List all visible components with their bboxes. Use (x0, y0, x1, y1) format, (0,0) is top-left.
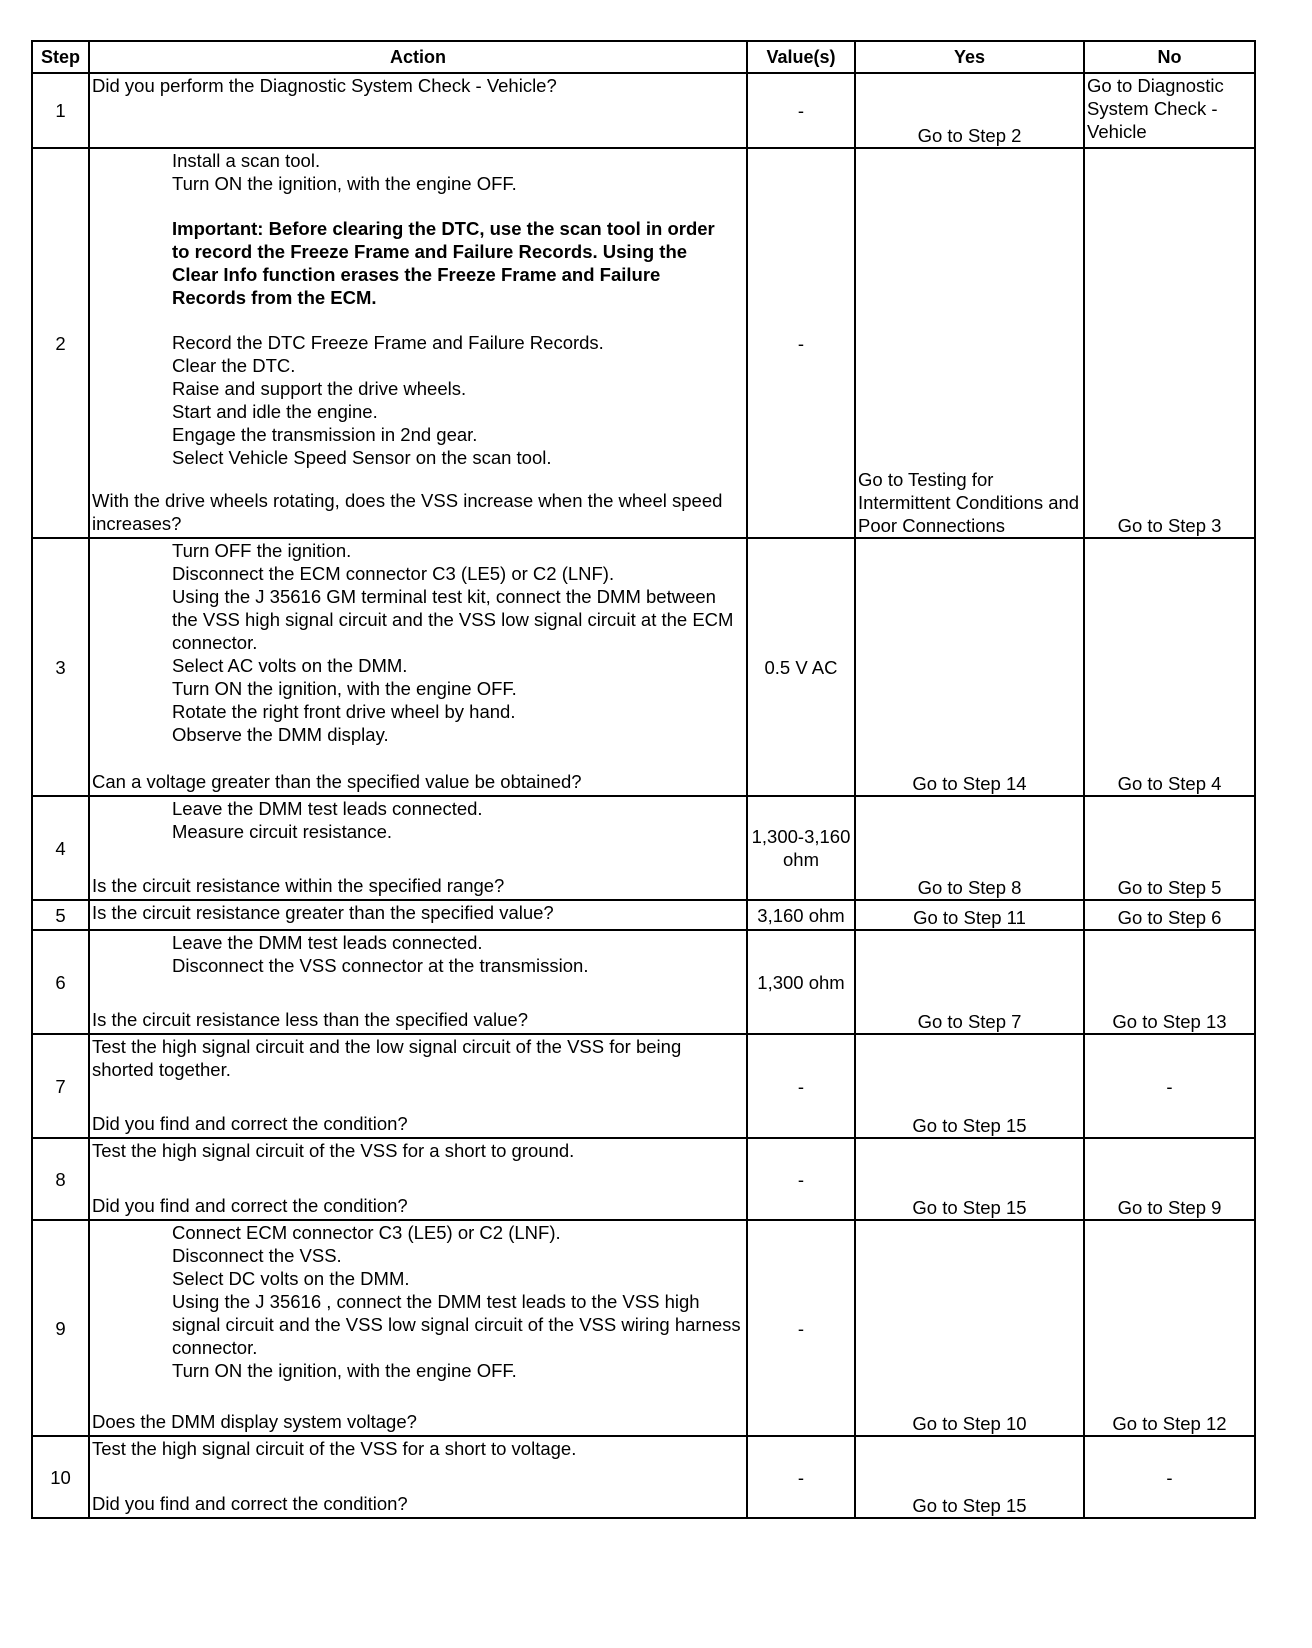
action-content (92, 149, 744, 535)
no-cell: Go to Step 6 (1084, 900, 1255, 930)
yes-cell: Go to Testing for Intermittent Conditions and Poor Connections (855, 148, 1084, 538)
no-cell: Go to Step 12 (1084, 1220, 1255, 1436)
yes-cell: Go to Step 8 (855, 796, 1084, 900)
no-cell: - (1084, 1436, 1255, 1518)
value-cell: - (747, 148, 855, 538)
table-row (32, 148, 1255, 538)
substep: Using the J 35616 GM terminal test kit, connect the DMM between the VSS high signal circuit and the VSS low signal circuit at the ECM connector. (172, 586, 734, 653)
header-row (32, 41, 1255, 73)
action-cell (89, 930, 747, 1034)
no-cell: Go to Step 3 (1084, 148, 1255, 538)
value-cell: 0.5 V AC (747, 538, 855, 796)
substep-list (92, 797, 744, 843)
yes-cell: Go to Step 2 (855, 73, 1084, 148)
substep-list (92, 149, 744, 195)
substep: Leave the DMM test leads connected. (172, 932, 483, 953)
step-number: 3 (32, 538, 89, 796)
action-top (92, 797, 744, 843)
action-instruction: Test the high signal circuit of the VSS for a short to ground. (92, 1140, 575, 1161)
action-top (92, 1139, 744, 1162)
action-cell (89, 148, 747, 538)
action-top (92, 931, 744, 977)
action-content (92, 797, 744, 897)
action-question: Can a voltage greater than the specified value be obtained? (92, 771, 582, 792)
value-cell: - (747, 1138, 855, 1220)
value-cell: 3,160 ohm (747, 900, 855, 930)
substep-list (92, 539, 744, 746)
substep: Engage the transmission in 2nd gear. (172, 424, 478, 445)
action-instruction: Test the high signal circuit and the low signal circuit of the VSS for being shorted together. (92, 1036, 682, 1080)
action-cell (89, 1034, 747, 1138)
action-content (92, 1035, 744, 1135)
value-cell: - (747, 1436, 855, 1518)
action-cell (89, 1220, 747, 1436)
table-row (32, 1138, 1255, 1220)
substep: Disconnect the ECM connector C3 (LE5) or C2 (LNF). (172, 563, 615, 584)
action-top (92, 149, 744, 469)
action-question: Did you find and correct the condition? (92, 1195, 408, 1216)
table-row (32, 796, 1255, 900)
table-row (32, 538, 1255, 796)
important-note: Important: Before clearing the DTC, use the scan tool in order to record the Freeze Frame and Failure Records. Using the Clear Info function erases the Freeze Frame and Failure Records from the ECM. (172, 218, 715, 308)
action-cell (89, 538, 747, 796)
table-row (32, 1034, 1255, 1138)
substep: Record the DTC Freeze Frame and Failure Records. (172, 332, 604, 353)
action-content (92, 1139, 744, 1217)
value-cell: - (747, 1034, 855, 1138)
action-top (92, 1437, 744, 1460)
step-number: 5 (32, 900, 89, 930)
substep: Clear the DTC. (172, 355, 296, 376)
step-number: 1 (32, 73, 89, 148)
yes-cell: Go to Step 15 (855, 1034, 1084, 1138)
header-step: Step (32, 41, 89, 73)
value-cell: 1,300-3,160 ohm (747, 796, 855, 900)
table-row (32, 930, 1255, 1034)
action-content (92, 74, 744, 145)
action-top (92, 901, 744, 924)
action-cell (89, 1436, 747, 1518)
substep-list (92, 1221, 744, 1382)
table-row (32, 1436, 1255, 1518)
substep: Observe the DMM display. (172, 724, 389, 745)
no-cell: Go to Step 4 (1084, 538, 1255, 796)
action-top (92, 539, 744, 746)
action-cell (89, 796, 747, 900)
substep: Install a scan tool. (172, 150, 321, 171)
substep: Turn OFF the ignition. (172, 540, 352, 561)
no-cell: Go to Step 9 (1084, 1138, 1255, 1220)
no-cell: - (1084, 1034, 1255, 1138)
step-number: 8 (32, 1138, 89, 1220)
table-row (32, 1220, 1255, 1436)
header-no: No (1084, 41, 1255, 73)
yes-cell: Go to Step 15 (855, 1436, 1084, 1518)
action-instruction: Test the high signal circuit of the VSS for a short to voltage. (92, 1438, 577, 1459)
substep: Leave the DMM test leads connected. (172, 798, 483, 819)
yes-cell: Go to Step 14 (855, 538, 1084, 796)
substep: Measure circuit resistance. (172, 821, 393, 842)
yes-cell: Go to Step 7 (855, 930, 1084, 1034)
substep: Connect ECM connector C3 (LE5) or C2 (LNF). (172, 1222, 561, 1243)
no-cell: Go to Step 5 (1084, 796, 1255, 900)
action-question: Did you find and correct the condition? (92, 1493, 408, 1514)
action-question: Is the circuit resistance less than the specified value? (92, 1009, 529, 1030)
table-row (32, 900, 1255, 930)
action-content (92, 1221, 744, 1433)
value-cell: - (747, 73, 855, 148)
step-number: 9 (32, 1220, 89, 1436)
substep: Select Vehicle Speed Sensor on the scan tool. (172, 447, 552, 468)
action-question: Does the DMM display system voltage? (92, 1411, 417, 1432)
action-cell (89, 900, 747, 930)
step-number: 6 (32, 930, 89, 1034)
action-top (92, 1035, 744, 1081)
substep: Turn ON the ignition, with the engine OFF. (172, 1360, 517, 1381)
action-question: Did you perform the Diagnostic System Check - Vehicle? (92, 75, 557, 96)
action-cell (89, 73, 747, 148)
action-cell (89, 1138, 747, 1220)
yes-cell: Go to Step 15 (855, 1138, 1084, 1220)
action-content (92, 901, 744, 927)
no-cell: Go to Diagnostic System Check - Vehicle (1084, 73, 1255, 148)
yes-cell: Go to Step 10 (855, 1220, 1084, 1436)
action-question: With the drive wheels rotating, does the VSS increase when the wheel speed increases? (92, 490, 723, 534)
substep: Using the J 35616 , connect the DMM test leads to the VSS high signal circuit and the VSS low signal circuit of the VSS wiring harness connector. (172, 1291, 741, 1358)
action-content (92, 1437, 744, 1515)
substep: Select DC volts on the DMM. (172, 1268, 410, 1289)
table-row (32, 73, 1255, 148)
header-action: Action (89, 41, 747, 73)
step-number: 2 (32, 148, 89, 538)
substep: Start and idle the engine. (172, 401, 378, 422)
substep-list (92, 931, 744, 977)
value-cell: - (747, 1220, 855, 1436)
substep: Rotate the right front drive wheel by hand. (172, 701, 516, 722)
diagnostic-table (31, 40, 1256, 1519)
substep: Disconnect the VSS. (172, 1245, 342, 1266)
action-content (92, 931, 744, 1031)
substep: Raise and support the drive wheels. (172, 378, 467, 399)
no-cell: Go to Step 13 (1084, 930, 1255, 1034)
action-content (92, 539, 744, 793)
action-top (92, 74, 744, 97)
substep: Turn ON the ignition, with the engine OFF. (172, 173, 517, 194)
yes-cell: Go to Step 11 (855, 900, 1084, 930)
substep: Turn ON the ignition, with the engine OFF. (172, 678, 517, 699)
substep: Select AC volts on the DMM. (172, 655, 408, 676)
step-number: 10 (32, 1436, 89, 1518)
action-top (92, 1221, 744, 1382)
substep-list (92, 331, 744, 469)
action-question: Is the circuit resistance within the specified range? (92, 875, 505, 896)
step-number: 7 (32, 1034, 89, 1138)
value-cell: 1,300 ohm (747, 930, 855, 1034)
step-number: 4 (32, 796, 89, 900)
substep: Disconnect the VSS connector at the transmission. (172, 955, 589, 976)
header-values: Value(s) (747, 41, 855, 73)
action-question: Is the circuit resistance greater than the specified value? (92, 902, 554, 923)
header-yes: Yes (855, 41, 1084, 73)
action-question: Did you find and correct the condition? (92, 1113, 408, 1134)
